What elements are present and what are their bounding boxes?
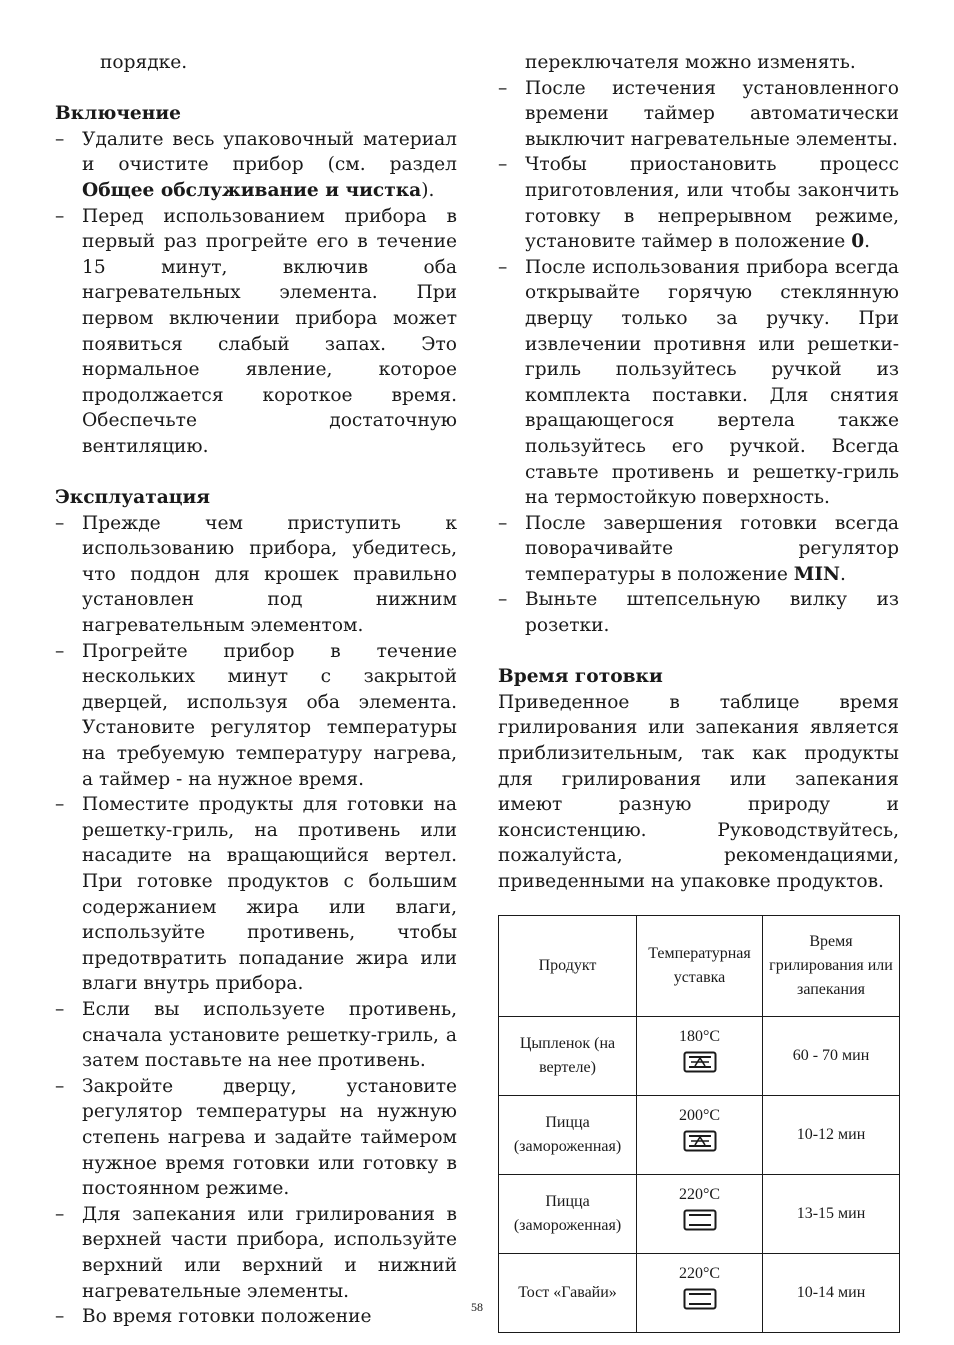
cell-product: Пицца (замороженная) [499,1095,637,1174]
cooking-time-text: Приведенное в таблице время грилирования или запекания является приблизительным, так как продукты для грилирования или запекания имеют разную природу и консистенцию. Руководствуйтесь, пожалуйста, рекомендациями, приведенными на упаковке продуктов. [498,691,899,892]
temperature-value: 200°C [678,1106,721,1124]
header-time: Время грилирования или запекания [763,915,900,1016]
cell-time: 10-12 мин [763,1095,900,1174]
list-item: – После истечения установленного времени таймер автоматически выключит нагревательные элементы. [498,76,899,153]
cell-product: Цыпленок (на вертеле) [499,1016,637,1095]
temperature-value: 180°C [678,1027,721,1045]
list-item: – Закройте дверцу, установите регулятор температуры на нужную степень нагрева и задайте таймером нужное время готовки или готовку в постоянном режиме. [55,1074,457,1202]
list-item: – После использования прибора всегда открывайте горячую стеклянную дверцу только за ручку. При извлечении противня или решетки-гриль пользуйтесь ручкой из комплекта поставки. Для снятия вращающегося вертела также пользуйтесь его ручкой. Всегда ставьте противень и решетку-гриль на термостойкую поверхность. [498,255,899,511]
intro-continuation: порядке. [100,52,188,73]
operation-list-cont [498,76,899,639]
right-column [498,50,899,1333]
list-item: – Поместите продукты для готовки на решетку-гриль, на противень или насадите на вращающийся вертел. При готовке продуктов с большим содержанием жира или влаги, используйте противень, чтобы предотвратить попадание жира или влаги внутрь прибора. [55,792,457,997]
cell-time: 13-15 мин [763,1174,900,1253]
table-row [499,1253,900,1332]
section-heading-power-on: Включение [55,103,181,125]
cell-temperature [637,1253,763,1332]
list-item: – Во время готовки положение [55,1304,457,1330]
cell-product: Тост «Гавайи» [499,1253,637,1332]
cooking-time-table [498,915,900,1333]
list-item: – Для запекания или грилирования в верхней части прибора, используйте верхний или верхний и нижний нагревательные элементы. [55,1202,457,1304]
temperature-value: 220°C [678,1264,721,1282]
operation-list [55,511,457,1330]
table-row [499,1174,900,1253]
rotisserie-mode-icon [683,1051,717,1073]
list-item: – Прогрейте прибор в течение нескольких минут с закрытой дверцей, используя оба элемента. Установите регулятор температуры на требуемую температуру нагрева, а таймер - на нужное время. [55,639,457,793]
top-bottom-heat-icon [683,1209,717,1231]
cell-time: 10-14 мин [763,1253,900,1332]
list-item: – Чтобы приостановить процесс приготовления, или чтобы закончить готовку в непрерывном режиме, установите таймер в положение 0. [498,152,899,254]
list-item: – Удалите весь упаковочный материал и очистите прибор (см. раздел Общее обслуживание и чистка). [55,127,457,204]
header-product: Продукт [499,915,637,1016]
left-column [55,50,457,1330]
cell-time: 60 - 70 мин [763,1016,900,1095]
list-item: – Прежде чем приступить к использованию прибора, убедитесь, что поддон для крошек правильно установлен под нижним нагревательным элементом. [55,511,457,639]
table-row [499,1016,900,1095]
list-item: – Перед использованием прибора в первый раз прогрейте его в течение 15 минут, включив оба нагревательных элемента. При первом включении прибора может появиться слабый запах. Это нормальное явление, которое продолжается короткое время. Обеспечьте достаточную вентиляцию. [55,204,457,460]
cell-temperature [637,1174,763,1253]
power-on-list [55,127,457,460]
list-item: – Выньте штепсельную вилку из розетки. [498,587,899,638]
page-number: 58 [471,1300,483,1314]
table-row [499,1095,900,1174]
header-temperature: Температурная уставка [637,915,763,1016]
list-item-continuation: переключателя можно изменять. [525,52,856,73]
cell-temperature [637,1016,763,1095]
section-heading-operation: Эксплуатация [55,487,211,509]
temperature-value: 220°C [678,1185,721,1203]
cell-product: Пицца (замороженная) [499,1174,637,1253]
list-item: – После завершения готовки всегда поворачивайте регулятор температуры в положение MIN. [498,511,899,588]
rotisserie-mode-icon [683,1130,717,1152]
list-item: – Если вы используете противень, сначала установите решетку-гриль, а затем поставьте на нее противень. [55,997,457,1074]
table-header-row [499,915,900,1016]
section-heading-cooking-time: Время готовки [498,666,663,688]
cell-temperature [637,1095,763,1174]
